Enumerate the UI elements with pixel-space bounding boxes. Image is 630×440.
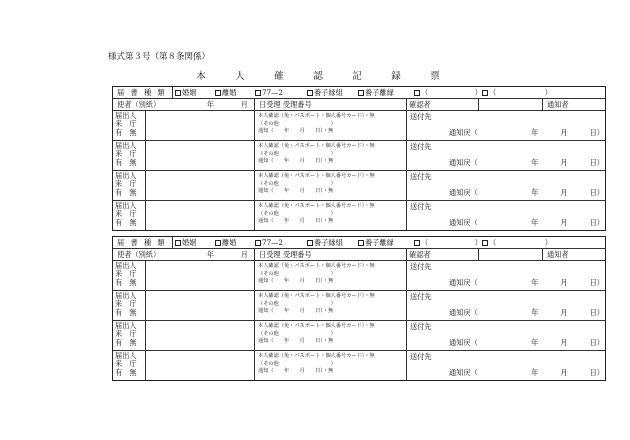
day-received-label: 日受理 [259, 100, 281, 109]
id-check-cell[interactable]: 本人確認（免・パスポート・個人番号カード）・無 （その他 ） 通知（ 年 月 日）・無 [255, 291, 407, 320]
checkbox-other-1[interactable]: （ ） [414, 237, 482, 248]
send-to-cell[interactable] [407, 351, 605, 380]
confirmer-label: 確認者 [407, 99, 479, 110]
record-block-2 [112, 236, 606, 381]
applicant-label: 届出人 [115, 321, 137, 330]
notification-type-label: 届 書 種 類 [113, 87, 173, 98]
table-row: 届出人 来 庁 有 無 本人確認（免・パスポート・個人番号カード）・無 （その他 ） 通知（ 年 月 日）・無 送付先 通知戻（ 年 月 日） [113, 201, 605, 230]
applicant-label: 届出人 [115, 111, 137, 120]
messenger-label: 使者（別紙） [117, 250, 161, 259]
applicant-input[interactable] [146, 351, 255, 380]
checkbox-icon [255, 240, 261, 246]
checkbox-icon [358, 240, 364, 246]
applicant-label: 届出人 [115, 201, 137, 210]
send-to-cell[interactable] [407, 111, 605, 140]
send-to-cell[interactable] [407, 291, 605, 320]
year-label: 年 [206, 250, 215, 259]
table-row: 届出人 来 庁 有 無 本人確認（免・パスポート・個人番号カード）・無 （その他 ） 通知（ 年 月 日）・無 送付先 通知戻（ 年 月 日） [113, 261, 605, 291]
notification-type-label: 届 書 種 類 [113, 237, 173, 248]
id-check-cell[interactable]: 本人確認（免・パスポート・個人番号カード）・無 （その他 ） 通知（ 年 月 日）・無 [255, 261, 407, 290]
send-to-label: 送付先 [410, 292, 432, 301]
checkbox-adoption[interactable]: 養子縁組 [307, 237, 358, 248]
messenger-label: 使者（別紙） [117, 100, 161, 109]
id-check-cell[interactable]: 本人確認（免・パスポート・個人番号カード）・無 （その他 ） 通知（ 年 月 日）・無 [255, 171, 407, 200]
confirmer-input[interactable] [479, 99, 543, 110]
checkbox-icon [307, 90, 313, 96]
checkbox-marriage[interactable]: 婚姻 [173, 87, 215, 98]
checkbox-other-2[interactable]: （ ） [482, 237, 552, 248]
send-to-label: 送付先 [410, 112, 432, 121]
year-label: 年 [206, 100, 215, 109]
table-row: 届出人 来 庁 有 無 本人確認（免・パスポート・個人番号カード）・無 （その他 ） 通知（ 年 月 日）・無 送付先 通知戻（ 年 月 日） [113, 351, 605, 380]
notifier-label: 通知者 [547, 250, 569, 259]
notifier-cell[interactable] [543, 249, 605, 260]
sub-header [113, 99, 605, 111]
notification-return: 通知戻（ 年 月 日） [449, 278, 604, 287]
day-received-label: 日受理 [259, 250, 281, 259]
applicant-label: 届出人 [115, 141, 137, 150]
confirmer-input[interactable] [479, 249, 543, 260]
page-title: 本 人 確 認 記 録 票 [196, 71, 450, 82]
checkbox-marriage[interactable]: 婚姻 [173, 237, 215, 248]
checkbox-icon [255, 90, 261, 96]
table-row: 届出人 来 庁 有 無 本人確認（免・パスポート・個人番号カード）・無 （その他 ） 通知（ 年 月 日）・無 送付先 通知戻（ 年 月 日） [113, 291, 605, 321]
notification-return: 通知戻（ 年 月 日） [449, 338, 604, 347]
checkbox-icon [175, 90, 181, 96]
table-row: 届出人 来 庁 有 無 本人確認（免・パスポート・個人番号カード）・無 （その他 ） 通知（ 年 月 日）・無 送付先 通知戻（ 年 月 日） [113, 321, 605, 351]
applicant-input[interactable] [146, 141, 255, 170]
id-check-cell[interactable]: 本人確認（免・パスポート・個人番号カード）・無 （その他 ） 通知（ 年 月 日）・無 [255, 201, 407, 230]
checkbox-dissolution[interactable]: 養子離縁 [358, 237, 414, 248]
checkbox-icon [175, 240, 181, 246]
block-header [113, 87, 605, 99]
applicant-label: 届出人 [115, 261, 137, 270]
sub-header [113, 249, 605, 261]
send-to-cell[interactable] [407, 201, 605, 230]
send-to-label: 送付先 [410, 142, 432, 151]
checkbox-other-1[interactable]: （ ） [414, 87, 482, 98]
applicant-input[interactable] [146, 111, 255, 140]
block-header [113, 237, 605, 249]
table-row: 届出人 来 庁 有 無 本人確認（免・パスポート・個人番号カード）・無 （その他 ） 通知（ 年 月 日）・無 送付先 通知戻（ 年 月 日） [113, 111, 605, 141]
notification-return: 通知戻（ 年 月 日） [449, 368, 604, 377]
applicant-input[interactable] [146, 171, 255, 200]
confirmer-label: 確認者 [407, 249, 479, 260]
send-to-label: 送付先 [410, 172, 432, 181]
checkbox-icon [358, 90, 364, 96]
send-to-cell[interactable] [407, 261, 605, 290]
send-to-cell[interactable] [407, 321, 605, 350]
applicant-input[interactable] [146, 291, 255, 320]
receipt-number-label: 受理番号 [282, 100, 312, 109]
notification-return: 通知戻（ 年 月 日） [449, 308, 604, 317]
id-check-cell[interactable]: 本人確認（免・パスポート・個人番号カード）・無 （その他 ） 通知（ 年 月 日）・無 [255, 111, 407, 140]
receipt-number-label: 受理番号 [282, 250, 312, 259]
checkbox-divorce[interactable]: 離婚 [215, 237, 255, 248]
applicant-label: 届出人 [115, 171, 137, 180]
table-row: 届出人 来 庁 有 無 本人確認（免・パスポート・個人番号カード）・無 （その他 ） 通知（ 年 月 日）・無 送付先 通知戻（ 年 月 日） [113, 141, 605, 171]
notification-return: 通知戻（ 年 月 日） [449, 188, 604, 197]
checkbox-other-2[interactable]: （ ） [482, 87, 552, 98]
form-number: 様式第３号（第８条関係） [108, 52, 211, 62]
checkbox-icon [482, 90, 488, 96]
checkbox-icon [215, 90, 221, 96]
checkbox-divorce[interactable]: 離婚 [215, 87, 255, 98]
notifier-cell[interactable] [543, 99, 605, 110]
send-to-label: 送付先 [410, 352, 432, 361]
checkbox-icon [215, 240, 221, 246]
notification-return: 通知戻（ 年 月 日） [449, 128, 604, 137]
month-label: 月 [240, 250, 248, 259]
checkbox-icon [307, 240, 313, 246]
applicant-label: 届出人 [115, 351, 137, 360]
notification-return: 通知戻（ 年 月 日） [449, 158, 604, 167]
checkbox-adoption[interactable]: 養子縁組 [307, 87, 358, 98]
notifier-label: 通知者 [547, 100, 569, 109]
send-to-cell[interactable] [407, 171, 605, 200]
applicant-input[interactable] [146, 201, 255, 230]
checkbox-77-2[interactable]: 77—2 [255, 237, 307, 248]
checkbox-dissolution[interactable]: 養子離縁 [358, 87, 414, 98]
notification-return: 通知戻（ 年 月 日） [449, 218, 604, 227]
checkbox-icon [482, 240, 488, 246]
id-check-cell[interactable]: 本人確認（免・パスポート・個人番号カード）・無 （その他 ） 通知（ 年 月 日）・無 [255, 351, 407, 380]
checkbox-77-2[interactable]: 77—2 [255, 87, 307, 98]
id-check-cell[interactable]: 本人確認（免・パスポート・個人番号カード）・無 （その他 ） 通知（ 年 月 日）・無 [255, 141, 407, 170]
send-to-label: 送付先 [410, 322, 432, 331]
checkbox-icon [414, 90, 420, 96]
send-to-cell[interactable] [407, 141, 605, 170]
table-row: 届出人 来 庁 有 無 本人確認（免・パスポート・個人番号カード）・無 （その他 ） 通知（ 年 月 日）・無 送付先 通知戻（ 年 月 日） [113, 171, 605, 201]
month-label: 月 [240, 100, 248, 109]
send-to-label: 送付先 [410, 202, 432, 211]
record-block-1 [112, 86, 606, 231]
id-check-cell[interactable]: 本人確認（免・パスポート・個人番号カード）・無 （その他 ） 通知（ 年 月 日）・無 [255, 321, 407, 350]
checkbox-icon [414, 240, 420, 246]
applicant-input[interactable] [146, 321, 255, 350]
applicant-input[interactable] [146, 261, 255, 290]
send-to-label: 送付先 [410, 262, 432, 271]
applicant-label: 届出人 [115, 291, 137, 300]
